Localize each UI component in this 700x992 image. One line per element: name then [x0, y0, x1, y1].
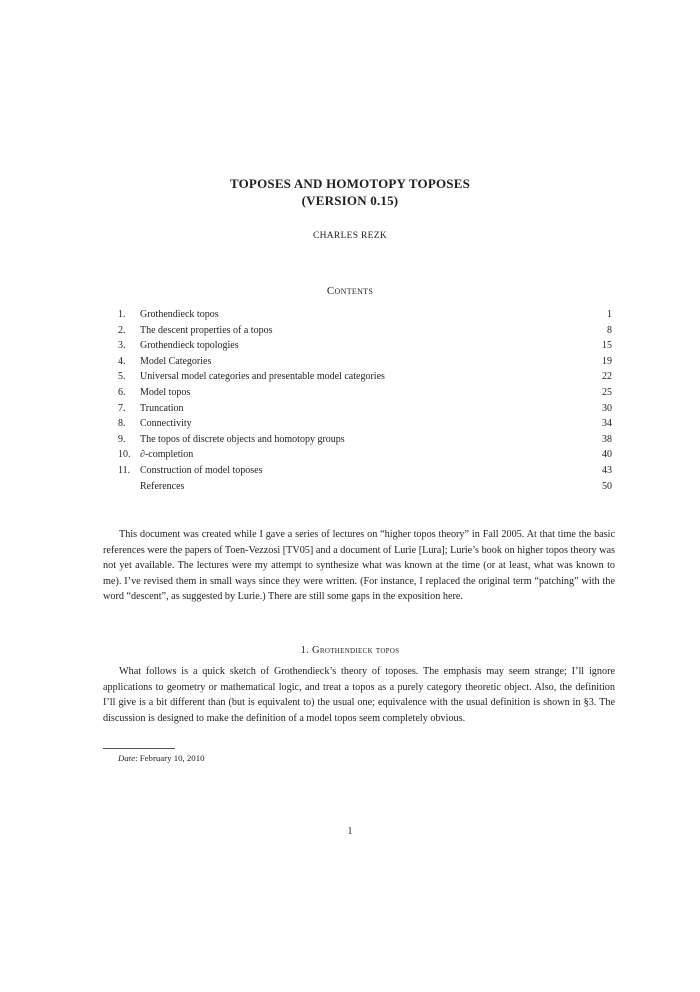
toc-entry-number: 3.: [118, 340, 126, 352]
toc-entry-page: 8: [607, 324, 612, 336]
toc-entry-number: 7.: [118, 402, 126, 414]
toc-entry[interactable]: [118, 479, 612, 495]
footnote-label: Date: [118, 753, 136, 763]
toc-entry[interactable]: [118, 307, 612, 323]
toc-entry-page: 38: [602, 433, 612, 445]
toc-entry-title: Grothendieck topologies: [140, 340, 239, 352]
toc-entry-title: ∂-completion: [140, 449, 194, 461]
toc-entry-number: 6.: [118, 386, 126, 398]
toc-entry-title: Construction of model toposes: [140, 464, 263, 476]
toc-entry-page: 40: [602, 449, 612, 461]
toc-entry-page: 30: [602, 402, 612, 414]
toc-entry[interactable]: [118, 369, 612, 385]
toc-entry[interactable]: [118, 385, 612, 401]
toc-entry-page: 43: [602, 464, 612, 476]
paper-title-line-1: TOPOSES AND HOMOTOPY TOPOSES: [229, 176, 471, 191]
toc-entry-title: Connectivity: [140, 418, 192, 430]
toc-entry[interactable]: [118, 416, 612, 432]
toc-entry[interactable]: [118, 463, 612, 479]
toc-entry-title: Grothendieck topos: [140, 309, 219, 320]
section-number: 1.: [300, 645, 310, 656]
toc-entry-page: 50: [602, 480, 612, 492]
table-of-contents: [118, 307, 612, 494]
toc-entry-number: 9.: [118, 433, 126, 445]
footnote: [118, 753, 205, 763]
toc-entry-title: The topos of discrete objects and homotopy groups: [140, 433, 345, 445]
intro-paragraph: This document was created while I gave a series of lectures on “higher topos theory” in Fall 2005. At that time the basic references were the papers of Toen-Vezzosi [TV05] and a document of Lurie [Lura]; Lurie’s book on higher topos theory was not yet available. The lectures were my attempt to synthesize what was known at the time (or at least, what was known to me). I’ve revised them in small ways since they were written. (For instance, I replaced the original term “patching” with the word “descent”, as suggested by Lurie.) There are still some gaps in the exposition here.: [103, 529, 615, 603]
toc-entry-number: [118, 479, 140, 495]
toc-entry-title: Truncation: [140, 402, 184, 414]
toc-entry-title: References: [140, 480, 185, 492]
toc-entry-number: 11.: [118, 464, 131, 476]
section-paragraph: What follows is a quick sketch of Grothendieck’s theory of toposes. The emphasis may seem strange; I’ll ignore applications to geometry or mathematical logic, and treat a topos as a purely category theoretic object. Also, the definition I’ll give is a bit different than (but is equivalent to) the usual one; equivalence with the usual definition is shown in §3. The discussion is designed to make the definition of a model topos seem completely obvious.: [103, 666, 615, 724]
toc-entry-number: 8.: [118, 418, 126, 430]
toc-entry-page: 34: [602, 418, 612, 430]
toc-entry-number: 5.: [118, 371, 126, 383]
toc-entry-title: Model topos: [140, 386, 191, 398]
toc-entry[interactable]: [118, 432, 612, 448]
footnote-value: : February 10, 2010: [135, 753, 205, 763]
paper-title: [0, 175, 700, 209]
toc-entry-number: 1.: [118, 309, 126, 320]
toc-entry[interactable]: [118, 323, 612, 339]
page-number: 1: [347, 826, 353, 837]
section-heading: [0, 645, 700, 656]
toc-entry-page: 19: [602, 355, 612, 367]
toc-entry-page: 22: [602, 371, 612, 383]
toc-entry[interactable]: [118, 447, 612, 463]
toc-entry-number: 2.: [118, 324, 126, 336]
section-title: Grothendieck topos: [311, 645, 400, 656]
author-name: CHARLES REZK: [312, 231, 388, 241]
paper-title-line-2: (VERSION 0.15): [301, 193, 399, 208]
toc-entry[interactable]: [118, 354, 612, 370]
toc-entry-title: Model Categories: [140, 355, 212, 367]
toc-entry-number: 4.: [118, 355, 126, 367]
toc-entry-number: 10.: [118, 449, 131, 461]
contents-heading: Contents: [326, 285, 374, 297]
toc-entry-title: Universal model categories and presentable model categories: [140, 371, 385, 383]
toc-entry-title: The descent properties of a topos: [140, 324, 273, 336]
toc-entry[interactable]: [118, 338, 612, 354]
toc-entry-page: 1: [607, 309, 612, 320]
toc-entry[interactable]: [118, 401, 612, 417]
footnote-rule: [103, 748, 175, 749]
toc-entry-page: 25: [602, 386, 612, 398]
toc-entry-page: 15: [602, 340, 612, 352]
